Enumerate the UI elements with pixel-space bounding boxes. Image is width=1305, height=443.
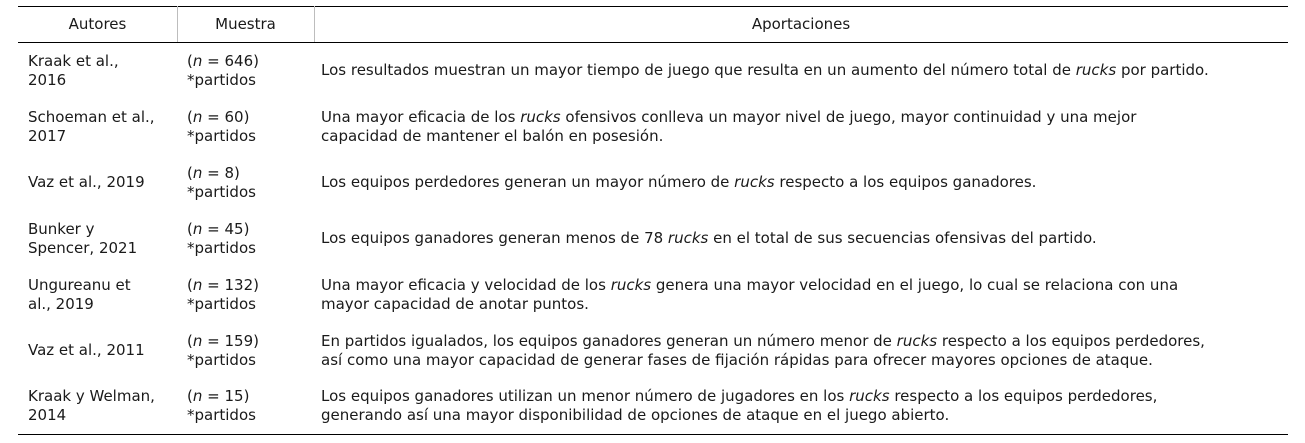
header-column-divider <box>314 6 315 42</box>
author-cell <box>18 379 177 435</box>
studies-table <box>18 6 1288 435</box>
author-cell <box>18 99 177 155</box>
contribution-cell <box>314 267 1288 323</box>
contribution-line: capacidad de mantener el balón en posesión. <box>321 126 664 145</box>
sample-cell <box>177 323 314 379</box>
sample-n-value: = 45) <box>202 219 250 238</box>
sample-size <box>187 220 314 239</box>
table-row <box>18 267 1288 323</box>
contribution-text: genera una mayor velocidad en el juego, lo cual se relaciona con una <box>651 275 1179 294</box>
contribution-text: ofensivos conlleva un mayor nivel de juego, mayor continuidad y una mejor <box>560 107 1137 126</box>
table-header-row <box>18 7 1288 43</box>
contribution-term: rucks <box>667 229 709 247</box>
table-row <box>18 379 1288 435</box>
studies-table-container <box>18 6 1288 435</box>
author-cell <box>18 211 177 267</box>
author-cell <box>18 323 177 379</box>
table-row <box>18 211 1288 267</box>
contribution-cell <box>314 323 1288 379</box>
sample-n-symbol: n <box>192 51 203 70</box>
contribution-cell <box>314 43 1288 99</box>
sample-size <box>187 387 314 406</box>
header-autores: Autores <box>68 15 127 33</box>
contribution-text: respecto a los equipos ganadores. <box>774 173 1037 191</box>
table-row <box>18 155 1288 211</box>
header-column-divider <box>177 6 178 42</box>
author-cell <box>18 267 177 323</box>
contribution-text: en el total de sus secuencias ofensivas del partido. <box>708 229 1097 247</box>
contribution-line <box>321 332 1288 351</box>
sample-n-value: = 132) <box>202 275 259 294</box>
sample-cell <box>177 211 314 267</box>
contribution-cell <box>314 211 1288 267</box>
sample-paren: ( <box>187 331 193 350</box>
contribution-text: Una mayor eficacia y velocidad de los <box>321 275 611 294</box>
author-cell <box>18 43 177 99</box>
contribution-text: Los equipos ganadores generan menos de 78 <box>321 229 668 247</box>
author-line: al., 2019 <box>28 294 94 313</box>
sample-cell <box>177 155 314 211</box>
contribution-cell <box>314 379 1288 435</box>
author-cell <box>18 155 177 211</box>
sample-unit: *partidos <box>187 294 256 313</box>
sample-n-symbol: n <box>192 107 203 126</box>
contribution-line: así como una mayor capacidad de generar fases de fijación rápidas para ofrecer mayores opciones de ataque. <box>321 350 1153 369</box>
sample-n-symbol: n <box>192 387 203 406</box>
contribution-text: Los equipos perdedores generan un mayor número de <box>321 173 735 191</box>
contribution-line <box>321 108 1288 127</box>
author-line: Ungureanu et <box>28 275 131 294</box>
contribution-text: Una mayor eficacia de los <box>321 107 521 126</box>
sample-paren: ( <box>187 163 193 182</box>
author-line: 2016 <box>28 70 67 89</box>
sample-n-value: = 646) <box>202 51 259 70</box>
contribution-text: por partido. <box>1116 61 1209 80</box>
author-line: Kraak y Welman, <box>28 387 155 406</box>
author-line: 2017 <box>28 126 67 145</box>
contribution-line <box>321 173 1288 192</box>
contribution-term: rucks <box>520 107 561 126</box>
author-line: Bunker y <box>28 219 95 238</box>
author-line: Vaz et al., 2011 <box>28 341 145 359</box>
sample-paren: ( <box>187 107 193 126</box>
sample-cell <box>177 379 314 435</box>
sample-cell <box>177 43 314 99</box>
contribution-line <box>321 276 1288 295</box>
sample-paren: ( <box>187 219 193 238</box>
author-line: Schoeman et al., <box>28 107 155 126</box>
contribution-cell <box>314 99 1288 155</box>
contribution-text: respecto a los equipos perdedores, <box>889 387 1158 406</box>
contribution-cell <box>314 155 1288 211</box>
sample-size <box>187 164 314 183</box>
table-row <box>18 323 1288 379</box>
author-line: 2014 <box>28 406 67 425</box>
sample-cell <box>177 99 314 155</box>
contribution-term: rucks <box>1075 61 1117 80</box>
author-line: Vaz et al., 2019 <box>28 173 145 191</box>
sample-unit: *partidos <box>187 182 256 201</box>
sample-n-symbol: n <box>192 275 203 294</box>
sample-n-value: = 159) <box>202 331 259 350</box>
sample-size <box>187 108 314 127</box>
sample-n-value: = 8) <box>202 163 240 182</box>
contribution-term: rucks <box>849 387 890 406</box>
table-row <box>18 43 1288 99</box>
author-line: Spencer, 2021 <box>28 238 138 257</box>
sample-n-symbol: n <box>192 219 203 238</box>
sample-size <box>187 276 314 295</box>
sample-paren: ( <box>187 387 193 406</box>
contribution-text: Los equipos ganadores utilizan un menor número de jugadores en los <box>321 387 850 406</box>
sample-size <box>187 332 314 351</box>
sample-unit: *partidos <box>187 238 256 257</box>
sample-unit: *partidos <box>187 126 256 145</box>
sample-unit: *partidos <box>187 70 256 89</box>
header-aportaciones: Aportaciones <box>751 15 851 33</box>
sample-n-symbol: n <box>192 163 203 182</box>
contribution-line <box>321 61 1288 80</box>
contribution-term: rucks <box>896 331 938 350</box>
contribution-line <box>321 387 1288 406</box>
contribution-line: mayor capacidad de anotar puntos. <box>321 294 589 313</box>
sample-paren: ( <box>187 275 193 294</box>
sample-paren: ( <box>187 51 193 70</box>
contribution-line: generando así una mayor disponibilidad de opciones de ataque en el juego abierto. <box>321 406 950 425</box>
contribution-text: Los resultados muestran un mayor tiempo de juego que resulta en un aumento del número total de <box>321 61 1076 80</box>
sample-unit: *partidos <box>187 406 256 425</box>
sample-n-symbol: n <box>192 331 203 350</box>
author-line: Kraak et al., <box>28 51 119 70</box>
sample-n-value: = 60) <box>202 107 250 126</box>
sample-n-value: = 15) <box>202 387 250 406</box>
sample-cell <box>177 267 314 323</box>
contribution-text: En partidos igualados, los equipos ganadores generan un número menor de <box>321 331 897 350</box>
table-row <box>18 99 1288 155</box>
contribution-term: rucks <box>734 173 775 191</box>
contribution-line <box>321 229 1288 248</box>
contribution-text: respecto a los equipos perdedores, <box>937 331 1205 350</box>
contribution-term: rucks <box>610 275 652 294</box>
header-muestra: Muestra <box>215 15 276 33</box>
sample-size <box>187 52 314 71</box>
sample-unit: *partidos <box>187 350 256 369</box>
